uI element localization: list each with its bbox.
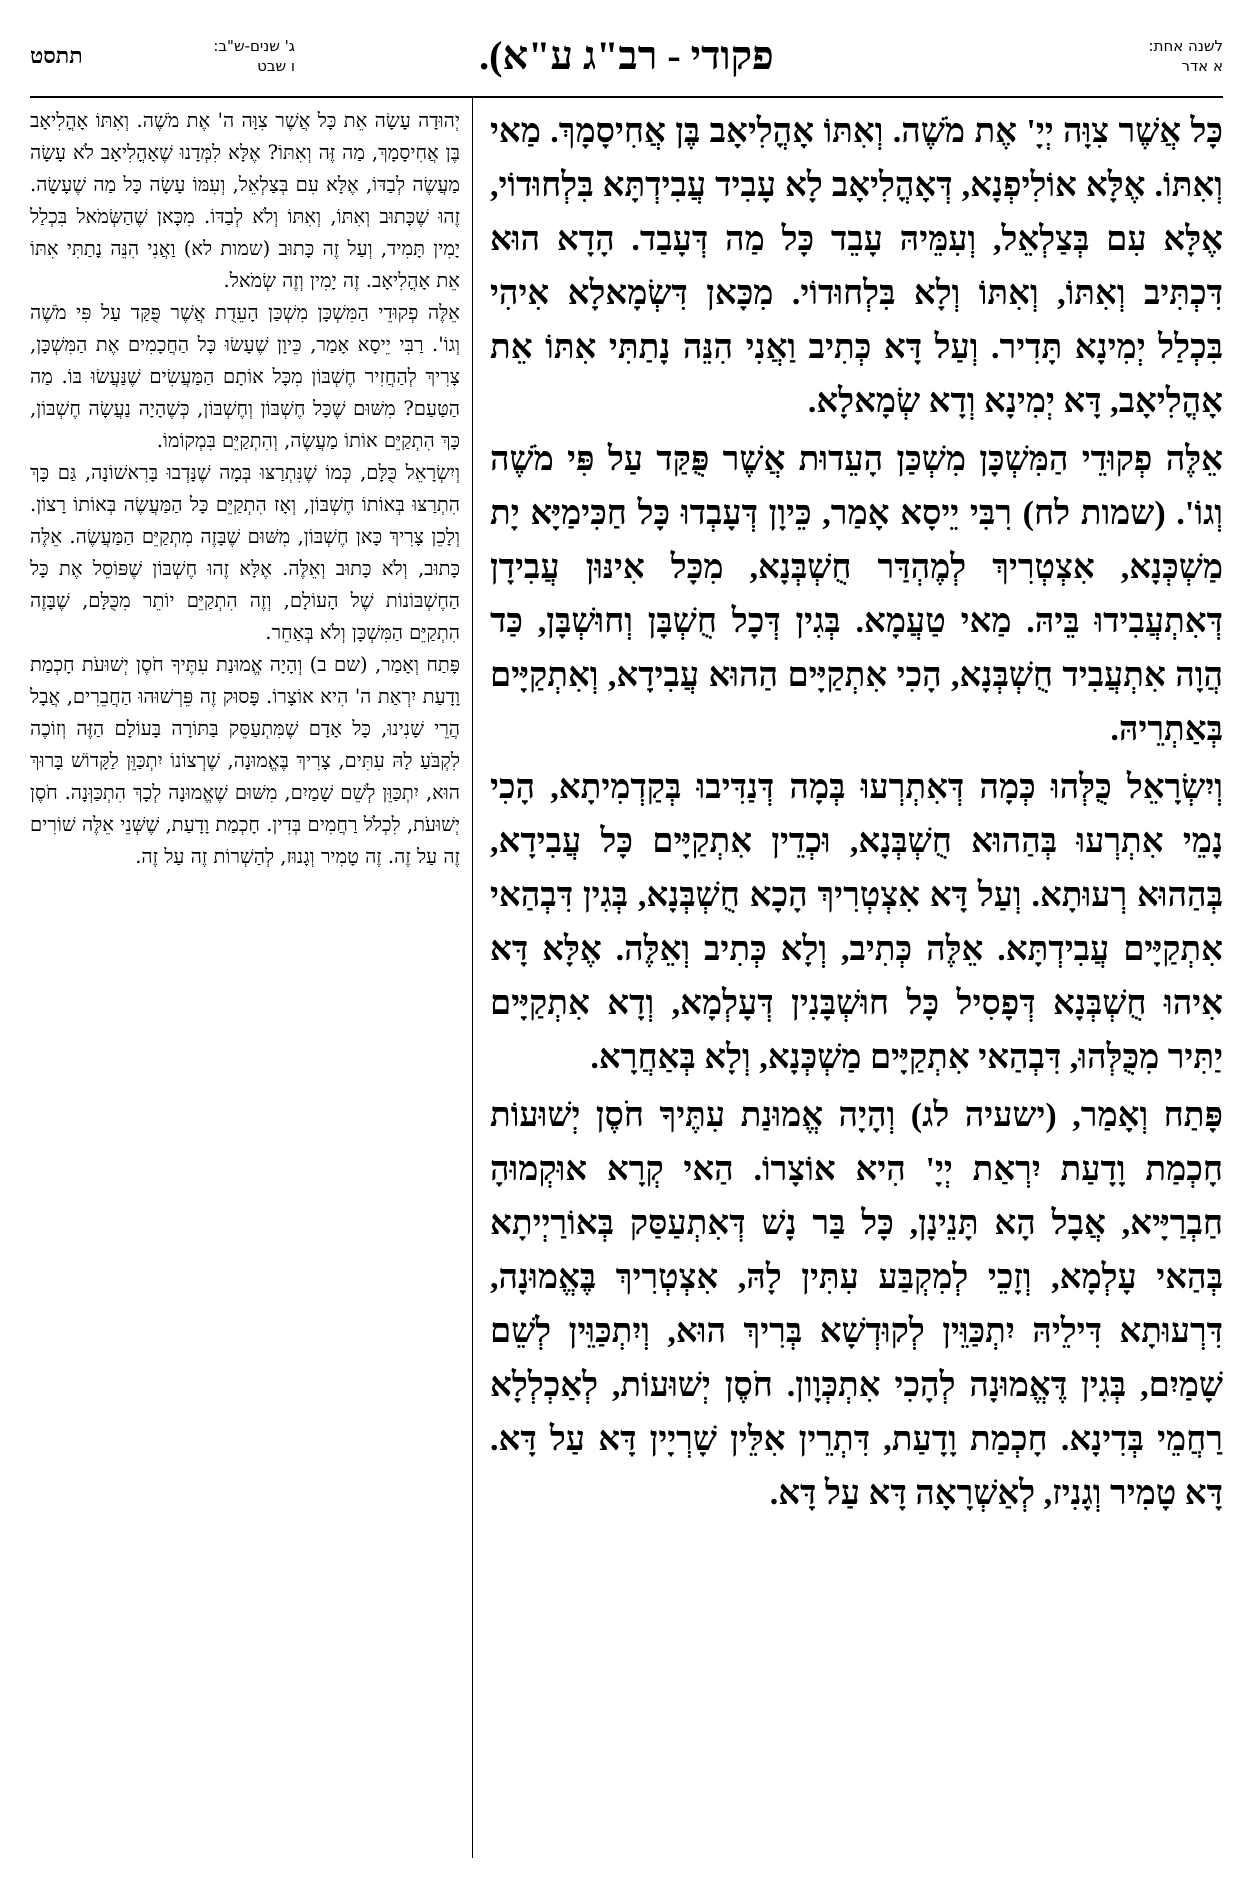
one-year-label: לשנה אחת: xyxy=(1148,37,1223,55)
main-paragraph: אֵלֶּה פְקוּדֵי הַמִּשְׁכָּן מִשְׁכַּן הָעֵדוּת אֲשֶׁר פֻּקַּד עַל פִּי מֹשֶׁה וְגוֹ'. (שמות לח) רִבִּי יֵיסָא אָמַר, כֵּיוָן דְּעָבְדוּ כָּל חַכִּימַיָּא יָת מַשְׁכְּנָא, אִצְטְרִיךְ לְמֶהְדַּר חֻשְׁבְּנָא, מִכָּל אִינּוּן עֲבִידָן דְּאִתְעֲבִידוּ בֵּיהּ. מַאי טַעֲמָא. בְּגִין דְּכָל חֻשְׁבָּן וְחוּשְׁבָּן, כַּד הֲוָה אִתְעֲבִיד חֻשְׁבְּנָא, הָכִי אִתְקַיָּים הַהוּא עֲבִידָא, וְאִתְקַיָּים בְּאַתְרֵיהּ. xyxy=(490,441,1223,748)
three-year-date: ו שבט xyxy=(257,57,295,75)
main-paragraph: כָּל אֲשֶׁר צִוָּה יְיָ' אֶת מֹשֶׁה. וְאִתּוֹ אָהֳלִיאָב בֶּן אֲחִיסָמָךְ. מַאי וְאִתּוֹ. אֶלָּא אוֹלִיפְנָא, דְּאָהֳלִיאָב לָא עָבִיד עֲבִידְתָּא בִּלְחוּדוֹי, אֶלָּא עִם בְּצַלְאֵל, וְעִמֵּיהּ עָבֵד כָּל מַה דְּעָבַד. הָדָא הוּא דִּכְתִּיב וְאִתּוֹ, וְאִתּוֹ וְלָא בִּלְחוּדוֹי. מִכָּאן דִּשְׂמָאלָא אִיהִי בִּכְלַל יְמִינָא תָּדִיר. וְעַל דָּא כְּתִיב וַאֲנִי הִנֵּה נָתַתִּי אִתּוֹ אֵת אָהֳלִיאָב, דָּא יְמִינָא וְדָא שְׂמָאלָא. xyxy=(490,113,1223,420)
main-paragraph: וְיִשְׂרָאֵל כֻּלְּהוּ כְּמָה דְּאִתְרְעוּ בְּמָה דְּנַדִּיבוּ בְּקַדְמִיתָא, הָכִי נָמֵי אִתְרְעוּ בְּהַהוּא חֻשְׁבְּנָא, וּכְדֵין אִתְקַיָּים כָּל עֲבִידָא, בְּהַהוּא רְעוּתָא. וְעַל דָּא אִצְטְרִיךְ הָכָא חֻשְׁבְּנָא, בְּגִין דִּבְהַאי אִתְקַיָּים עֲבִידְתָּא. אֵלֶּה כְּתִיב, וְלָא כְּתִיב וְאֵלֶּה. אֶלָּא דָּא אִיהוּ חֻשְׁבְּנָא דְּפָסִיל כָּל חוּשְׁבָּנִין דְּעָלְמָא, וְדָא אִתְקַיָּים יַתִּיר מִכֻּלְּהוּ, דִּבְהַאי אִתְקַיָּים מַשְׁכְּנָא, וְלָא בְּאַחֲרָא. xyxy=(490,769,1223,1076)
side-paragraph: פָּתַח וְאָמַר, (שם ב) וְהָיָה אֱמוּנַת עִתֶּיךָ חֹסֶן יְשׁוּעֹת חָכְמַת וָדָעַת יִרְאַת ה' הִיא אוֹצָרוֹ. פָּסוּק זֶה פֵּרְשׁוּהוּ הַחֲבֵרִים, אֲבָל הֲרֵי שָׁנִינוּ, כָּל אָדָם שֶׁמִּתְעַסֵּק בַּתּוֹרָה בָּעוֹלָם הַזֶּה וְזוֹכֶה לִקְבֹּעַ לָהּ עִתִּים, צָרִיךְ בֶּאֱמוּנָה, שֶׁרְצוֹנוֹ יִתְכַּוֵּן לַקָּדוֹשׁ בָּרוּךְ הוּא, יִתְכַּוֵּן לְשֵׁם שָׁמַיִם, מִשּׁוּם שֶׁאֱמוּנָה לְכָךְ הִתְכַּוְּנָה. חֹסֶן יְשׁוּעֹת, לִכְלֹל רַחֲמִים בְּדִין. חָכְמַת וָדָעַת, שֶׁשְּׁנֵי אֵלֶּה שׁוֹרִים זֶה עַל זֶה. זֶה טָמִיר וְגָנוּז, לְהַשְׁרוֹת זֶה עַל זֶה. xyxy=(30,653,460,868)
side-paragraph: יְהוּדָה עָשָׂה אֵת כָּל אֲשֶׁר צִוָּה ה' אֶת מֹשֶׁה. וְאִתּוֹ אָהֳלִיאָב בֶּן אֲחִיסָמָךְ, מַה זֶּה וְאִתּוֹ? אֶלָּא לִמְּדָנוּ שֶׁאָהֳלִיאָב לֹא עָשָׂה מַעֲשֶׂה לְבַדּוֹ, אֶלָּא עִם בְּצַלְאֵל, וְעִמּוֹ עָשָׂה כָּל מַה שֶׁעָשָׂה. זֶהוּ שֶׁכָּתוּב וְאִתּוֹ, וְאִתּוֹ וְלֹא לְבַדּוֹ. מִכָּאן שֶׁהַשְּׂמֹאל בִּכְלַל יָמִין תָּמִיד, וְעַל זֶה כָּתוּב (שמות לא) וַאֲנִי הִנֵּה נָתַתִּי אִתּוֹ אֵת אָהֳלִיאָב. זֶה יָמִין וְזֶה שְׂמֹאל. xyxy=(30,109,460,292)
aramaic-text-column xyxy=(490,105,1223,1865)
main-paragraph: פָּתַח וְאָמַר, (ישעיה לג) וְהָיָה אֱמוּנַת עִתֶּיךָ חֹסֶן יְשׁוּעוֹת חָכְמַת וָדָעַת יִרְאַת יְיָ' הִיא אוֹצָרוֹ. הַאי קְרָא אוּקְמוּהָ חַבְרַיָּיא, אֲבָל הָא תָּנֵינָן, כָּל בַּר נָשׁ דְּאִתְעַסַּק בְּאוֹרַיְיתָא בְּהַאי עָלְמָא, וְזָכֵי לְמִקְבַּע עִתִּין לָהּ, אִצְטְרִיךְ בֶּאֱמוּנָה, דִּרְעוּתָא דִּילֵיהּ יִתְכַּוֵּין לְקוּדְשָׁא בְּרִיךְ הוּא, וְיִתְכַּוֵּין לְשֵׁם שָׁמַיִם, בְּגִין דֶּאֱמוּנָה לְהָכִי אִתְכְּוָון. חֹסֶן יְשׁוּעוֹת, לְאַכְלְלָא רַחֲמֵי בְּדִינָא. חָכְמַת וָדָעַת, דִּתְרֵין אִלֵּין שָׁרְיָין דָּא עַל דָּא. דָּא טָמִיר וְגָנִיז, לְאַשְׁרָאָה דָּא עַל דָּא. xyxy=(490,1097,1223,1512)
hebrew-translation-column xyxy=(30,105,460,1865)
page-number: תתסט xyxy=(30,43,83,68)
column-divider xyxy=(472,98,473,1858)
one-year-schedule xyxy=(1083,36,1223,76)
page-header xyxy=(30,22,1223,94)
three-year-schedule xyxy=(135,36,295,76)
side-paragraph: וְיִשְׂרָאֵל כֻּלָּם, כְּמוֹ שֶׁנִּתְרַצּוּ בְּמָה שֶׁנָּדְבוּ בָּרִאשׁוֹנָה, גַּם כָּךְ הִתְרַצּוּ בְּאוֹתוֹ חֶשְׁבּוֹן, וְאָז הִתְקַיֵּם כָּל הַמַּעֲשֶׂה בְּאוֹתוֹ רָצוֹן. וְלָכֵן צָרִיךְ כָּאן חֶשְׁבּוֹן, מִשּׁוּם שֶׁבָּזֶה מִתְקַיֵּם הַמַּעֲשֶׂה. אֵלֶּה כָּתוּב, וְלֹא כָּתוּב וְאֵלֶּה. אֶלָּא זֶהוּ חֶשְׁבּוֹן שֶׁפּוֹסֵל אֶת כָּל הַחֶשְׁבּוֹנוֹת שֶׁל הָעוֹלָם, וְזֶה הִתְקַיֵּם יוֹתֵר מִכֻּלָּם, שֶׁבָּזֶה הִתְקַיֵּם הַמִּשְׁכָּן וְלֹא בְּאַחֵר. xyxy=(30,461,460,644)
page-title: פקודי - רב"ג ע"א). xyxy=(479,33,774,78)
side-paragraph: אֵלֶּה פְקוּדֵי הַמִּשְׁכָּן מִשְׁכַּן הָעֵדֻת אֲשֶׁר פֻּקַּד עַל פִּי מֹשֶׁה וְגוֹ'. רַבִּי יֵיסָא אָמַר, כֵּיוָן שֶׁעָשׂוּ כָּל הַחֲכָמִים אֶת הַמִּשְׁכָּן, צָרִיךְ לְהַחֲזִיר חֶשְׁבּוֹן מִכָּל אוֹתָם הַמַּעֲשִׂים שֶׁנַּעֲשׂוּ בּוֹ. מַה הַטַּעַם? מִשּׁוּם שֶׁכָּל חֶשְׁבּוֹן וְחֶשְׁבּוֹן, כְּשֶׁהָיָה נַעֲשָׂה חֶשְׁבּוֹן, כָּךְ הִתְקַיֵּם אוֹתוֹ מַעֲשֶׂה, וְהִתְקַיֵּם בִּמְקוֹמוֹ. xyxy=(30,301,460,452)
one-year-date: א אדר xyxy=(1181,57,1223,75)
header-divider xyxy=(30,96,1223,98)
three-year-label: ג' שנים-ש"ב: xyxy=(213,37,295,55)
